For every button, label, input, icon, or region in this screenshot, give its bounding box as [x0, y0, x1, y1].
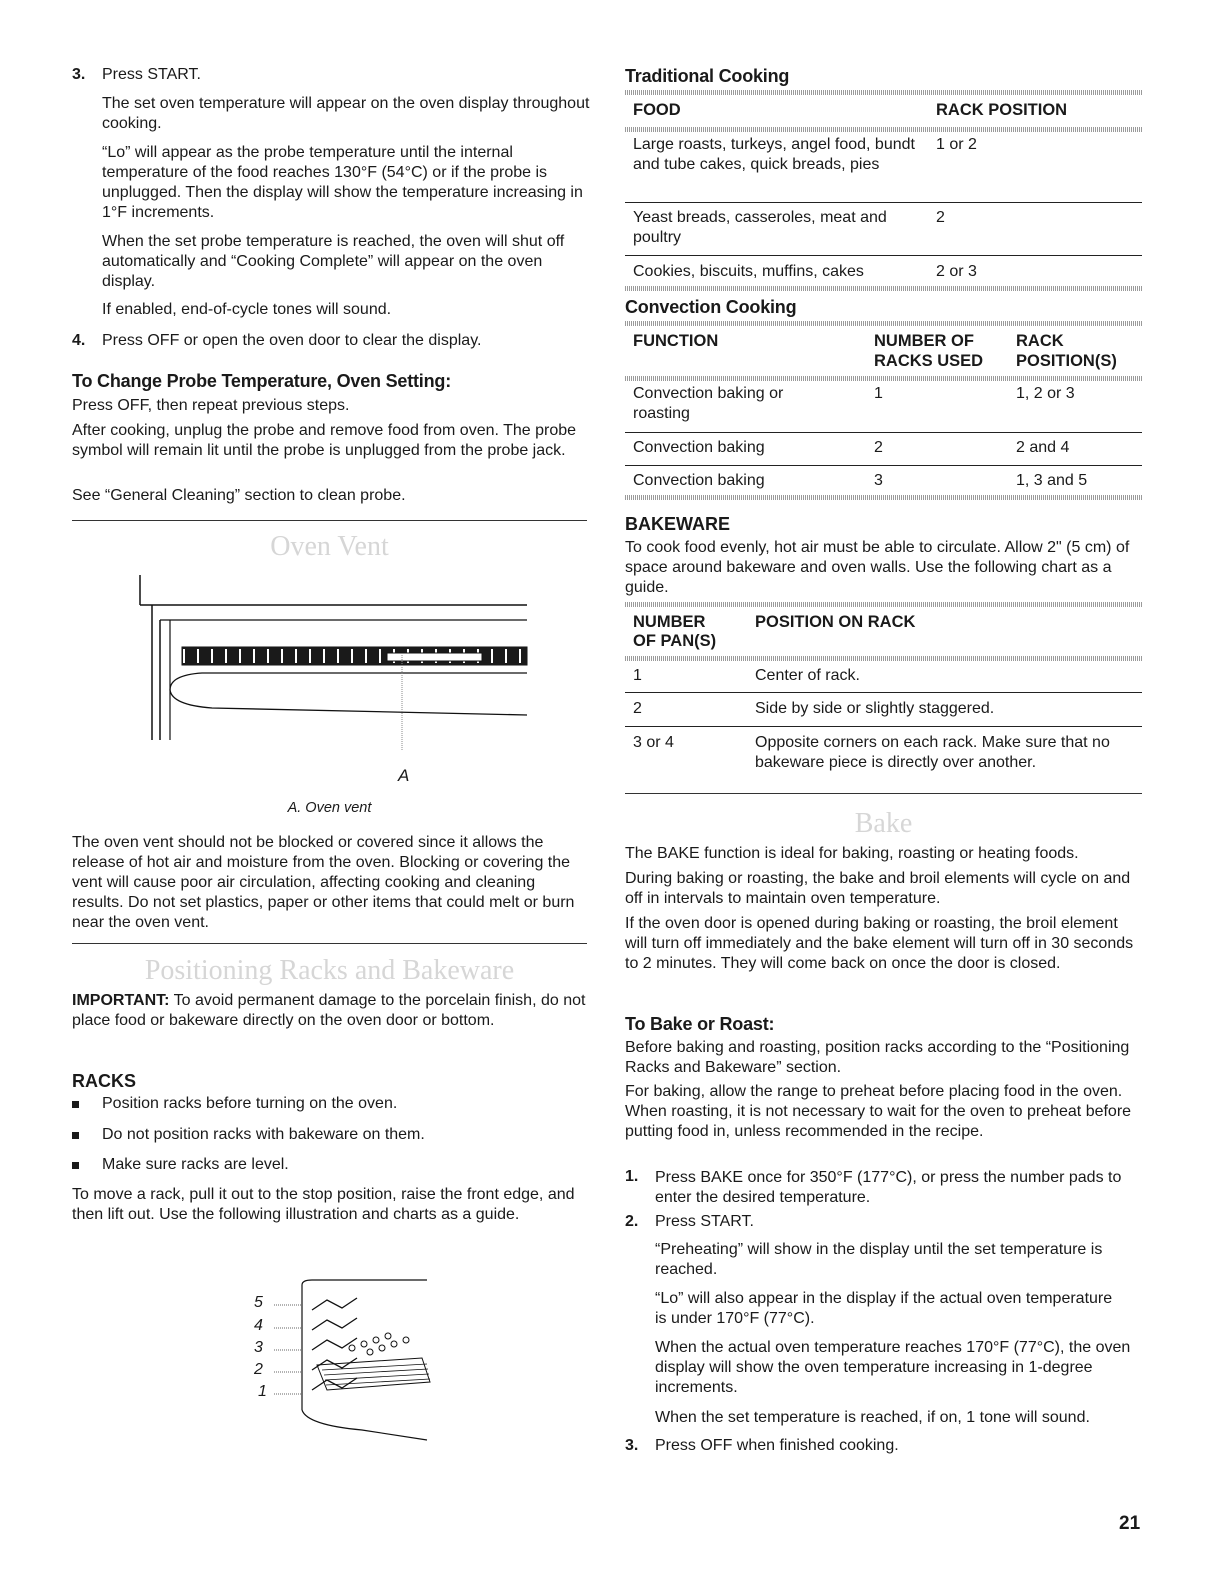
list-item: Position racks before turning on the oven.	[102, 1095, 398, 1112]
rack-number: 2	[254, 1361, 263, 1378]
important-text: To avoid permanent damage to the porcelain finish, do not place food or bakeware directly on the oven door or bottom.	[72, 992, 586, 1029]
section-title: Oven Vent	[270, 531, 389, 562]
table-rule	[625, 90, 1142, 95]
paragraph: Before baking and roasting, position racks according to the “Positioning Racks and Bakeware” section.	[625, 1039, 1130, 1076]
list-item: Do not position racks with bakeware on them.	[102, 1126, 425, 1143]
bullet-icon	[72, 1132, 79, 1139]
table-cell: 2 or 3	[936, 263, 977, 280]
table-header: NUMBER OF	[874, 332, 974, 350]
step-text: Press OFF when finished cooking.	[655, 1437, 899, 1454]
section-divider	[72, 520, 587, 521]
paragraph: If the oven door is opened during baking or roasting, the broil element will turn off immediately and the bake element will turn off in 30 seconds to 2 minutes. They will come back on once the door is closed.	[625, 915, 1134, 972]
section-title: Positioning Racks and Bakeware	[144, 955, 515, 986]
table-header: NUMBER	[633, 613, 706, 631]
page-number: 21	[1119, 1513, 1141, 1534]
row-divider	[625, 202, 1142, 203]
step-text: Press START.	[102, 66, 201, 83]
table-rule	[625, 321, 1142, 326]
table-rule	[625, 495, 1142, 500]
table-header: RACK	[1016, 332, 1064, 350]
row-divider	[625, 465, 1142, 466]
paragraph: The BAKE function is ideal for baking, roasting or heating foods.	[625, 845, 1079, 862]
figure-caption: A. Oven vent	[287, 800, 372, 816]
paragraph: Press OFF, then repeat previous steps.	[72, 397, 350, 414]
table-heading: Traditional Cooking	[625, 66, 790, 86]
paragraph: “Lo” will also appear in the display if the actual oven temperature is under 170°F (77°C).	[655, 1290, 1113, 1327]
table-cell: Opposite corners on each rack. Make sure that no bakeware piece is directly over another.	[755, 734, 1110, 771]
table-cell: 2 and 4	[1016, 439, 1070, 456]
table-header: POSITION ON RACK	[755, 613, 916, 631]
table-cell: 1 or 2	[936, 136, 977, 153]
table-cell: Yeast breads, casseroles, meat and poultry	[633, 209, 887, 246]
figure-label: A	[398, 766, 410, 785]
table-rule	[625, 656, 1142, 661]
row-divider	[625, 255, 1142, 256]
rack-number: 1	[258, 1383, 267, 1400]
table-cell: Convection baking	[633, 439, 765, 456]
important-label: IMPORTANT:	[72, 992, 170, 1009]
table-heading: Convection Cooking	[625, 297, 797, 317]
subheading: BAKEWARE	[625, 514, 731, 534]
paragraph: See “General Cleaning” section to clean probe.	[72, 487, 406, 504]
row-divider	[625, 726, 1142, 727]
paragraph	[72, 991, 587, 1031]
table-header: POSITION(S)	[1016, 352, 1117, 370]
bullet-icon	[72, 1101, 79, 1108]
step-number: 1.	[625, 1168, 639, 1185]
subheading: To Bake or Roast:	[625, 1014, 775, 1034]
paragraph: The oven vent should not be blocked or covered since it allows the release of hot air and moisture from the oven. Blocking or covering the vent will cause poor air circulation, affecting cooking and cleaning results. Do not set plastics, paper or other items that could melt or burn near the oven vent.	[72, 834, 575, 931]
rack-number: 5	[254, 1294, 263, 1311]
table-cell: 1, 2 or 3	[1016, 385, 1075, 402]
paragraph: “Lo” will appear as the probe temperature until the internal temperature of the food reaches 130°F (54°C) or if the probe is unplugged. Then the display will show the temperature increasing in 1°F increments.	[102, 144, 583, 221]
step-number: 2.	[625, 1213, 639, 1230]
row-divider	[625, 692, 1142, 693]
step-text: Press START.	[655, 1213, 754, 1230]
step-text: Press OFF or open the oven door to clear the display.	[102, 332, 482, 349]
table-header: FUNCTION	[633, 332, 719, 350]
paragraph: “Preheating” will show in the display until the set temperature is reached.	[655, 1241, 1103, 1278]
table-rule	[625, 376, 1142, 381]
table-cell: 3	[874, 472, 883, 489]
table-header: RACKS USED	[874, 352, 984, 370]
section-title: Bake	[854, 808, 913, 839]
rack-positions-illustration	[252, 1270, 442, 1445]
table-rule	[625, 602, 1142, 607]
step-number: 4.	[72, 332, 86, 349]
table-cell: 3 or 4	[633, 734, 674, 751]
step-text: Press BAKE once for 350°F (177°C), or press the number pads to enter the desired temperature.	[655, 1169, 1122, 1206]
section-divider	[72, 943, 587, 944]
table-cell: 1, 3 and 5	[1016, 472, 1088, 489]
table-cell: Side by side or slightly staggered.	[755, 700, 995, 717]
paragraph: For baking, allow the range to preheat before placing food in the oven. When roasting, it is not necessary to wait for the oven to preheat before putting food in, unless recommended in the recipe.	[625, 1083, 1132, 1140]
paragraph: When the set probe temperature is reached, the oven will shut off automatically and “Cooking Complete” will appear on the oven display.	[102, 233, 565, 290]
table-cell: Convection baking or roasting	[633, 385, 784, 422]
bullet-icon	[72, 1162, 79, 1169]
paragraph: When the set temperature is reached, if on, 1 tone will sound.	[655, 1409, 1090, 1426]
paragraph: When the actual oven temperature reaches 170°F (77°C), the oven display will show the oven temperature increasing in 1-degree increments.	[655, 1339, 1131, 1396]
table-cell: 1	[633, 667, 642, 684]
subheading: RACKS	[72, 1071, 137, 1091]
table-cell: Large roasts, turkeys, angel food, bundt and tube cakes, quick breads, pies	[633, 136, 915, 173]
rack-number: 3	[254, 1339, 263, 1356]
subheading: To Change Probe Temperature, Oven Setting:	[72, 371, 451, 391]
table-rule	[625, 286, 1142, 291]
table-header: FOOD	[633, 101, 681, 119]
table-cell: Cookies, biscuits, muffins, cakes	[633, 263, 864, 280]
table-rule	[625, 127, 1142, 132]
section-divider	[625, 793, 1142, 794]
table-cell: 2	[633, 700, 642, 717]
paragraph: To move a rack, pull it out to the stop position, raise the front edge, and then lift out. Use the following illustration and charts as a guide.	[72, 1186, 575, 1223]
table-cell: 1	[874, 385, 883, 402]
paragraph: If enabled, end-of-cycle tones will sound.	[102, 301, 392, 318]
paragraph: To cook food evenly, hot air must be able to circulate. Allow 2" (5 cm) of space around bakeware and oven walls. Use the following chart as a guide.	[625, 539, 1130, 596]
oven-rack-drawing	[252, 1270, 442, 1445]
step-number: 3.	[625, 1437, 639, 1454]
paragraph: The set oven temperature will appear on the oven display throughout cooking.	[102, 95, 590, 132]
table-cell: Center of rack.	[755, 667, 860, 684]
paragraph: After cooking, unplug the probe and remove food from oven. The probe symbol will remain lit until the probe is unplugged from the probe jack.	[72, 422, 577, 459]
list-item: Make sure racks are level.	[102, 1156, 289, 1173]
row-divider	[625, 432, 1142, 433]
table-cell: Convection baking	[633, 472, 765, 489]
table-cell: 2	[936, 209, 945, 226]
paragraph: During baking or roasting, the bake and broil elements will cycle on and off in intervals to maintain oven temperature.	[625, 870, 1131, 907]
table-cell: 2	[874, 439, 883, 456]
rack-number: 4	[254, 1317, 263, 1334]
table-header: RACK POSITION	[936, 101, 1068, 119]
oven-vent-illustration	[132, 575, 552, 750]
step-number: 3.	[72, 66, 86, 83]
table-header: OF PAN(S)	[633, 632, 717, 650]
